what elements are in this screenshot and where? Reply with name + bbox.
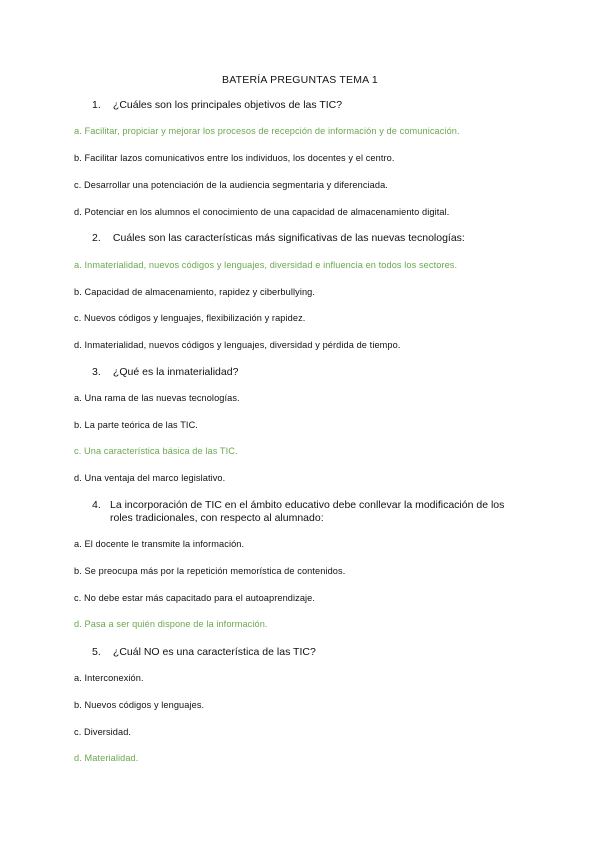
answer-option: b. La parte teórica de las TIC.: [74, 420, 198, 430]
answer-option: b. Nuevos códigos y lenguajes.: [74, 700, 205, 710]
question-number: 5.: [92, 646, 101, 658]
question-number: 3.: [92, 366, 101, 378]
answer-option: a. El docente le transmite la información.: [74, 539, 245, 549]
answer-option: d. Pasa a ser quién dispone de la información.: [74, 619, 268, 629]
question-text: ¿Cuál NO es una característica de las TIC?: [112, 646, 316, 658]
answer-option: d. Inmaterialidad, nuevos códigos y lenguajes, diversidad y pérdida de tiempo.: [74, 340, 401, 350]
answer-option: a. Una rama de las nuevas tecnologías.: [74, 393, 240, 403]
question-2: [92, 232, 522, 245]
answer-option: d. Materialidad.: [74, 753, 139, 763]
answer-option: a. Interconexión.: [74, 673, 144, 683]
question-text: La incorporación de TIC en el ámbito educativo debe conllevar la modificación de los roles tradicionales, con respecto al alumnado:: [110, 499, 505, 524]
answer-option: c. Diversidad.: [74, 727, 132, 737]
question-number: 2.: [92, 232, 101, 244]
question-text: ¿Cuáles son los principales objetivos de las TIC?: [112, 99, 343, 111]
question-text: ¿Qué es la inmaterialidad?: [112, 366, 239, 378]
question-3: [92, 366, 522, 379]
answer-option: d. Una ventaja del marco legislativo.: [74, 473, 226, 483]
question-number: 1.: [92, 99, 101, 111]
answer-option: a. Facilitar, propiciar y mejorar los procesos de recepción de información y de comunicación.: [74, 126, 460, 136]
answer-option: b. Se preocupa más por la repetición memorística de contenidos.: [74, 566, 346, 576]
answer-option: b. Capacidad de almacenamiento, rapidez y ciberbullying.: [74, 287, 316, 297]
answer-option: a. Inmaterialidad, nuevos códigos y lenguajes, diversidad e influencia en todos los sectores.: [74, 260, 458, 270]
question-text: Cuáles son las características más significativas de las nuevas tecnologías:: [112, 232, 465, 244]
answer-option: c. No debe estar más capacitado para el autoaprendizaje.: [74, 593, 316, 603]
question-1: [92, 99, 522, 112]
answer-option: b. Facilitar lazos comunicativos entre los individuos, los docentes y el centro.: [74, 153, 395, 163]
document-title: BATERÍA PREGUNTAS TEMA 1: [222, 74, 378, 86]
answer-option: c. Nuevos códigos y lenguajes, flexibilización y rapidez.: [74, 313, 306, 323]
answer-option: c. Desarrollar una potenciación de la audiencia segmentaria y diferenciada.: [74, 180, 388, 190]
question-number: 4.: [92, 499, 101, 511]
question-5: [92, 646, 522, 659]
answer-option: d. Potenciar en los alumnos el conocimiento de una capacidad de almacenamiento digital.: [74, 207, 450, 217]
question-4: [92, 499, 522, 525]
answer-option: c. Una característica básica de las TIC.: [74, 446, 238, 456]
